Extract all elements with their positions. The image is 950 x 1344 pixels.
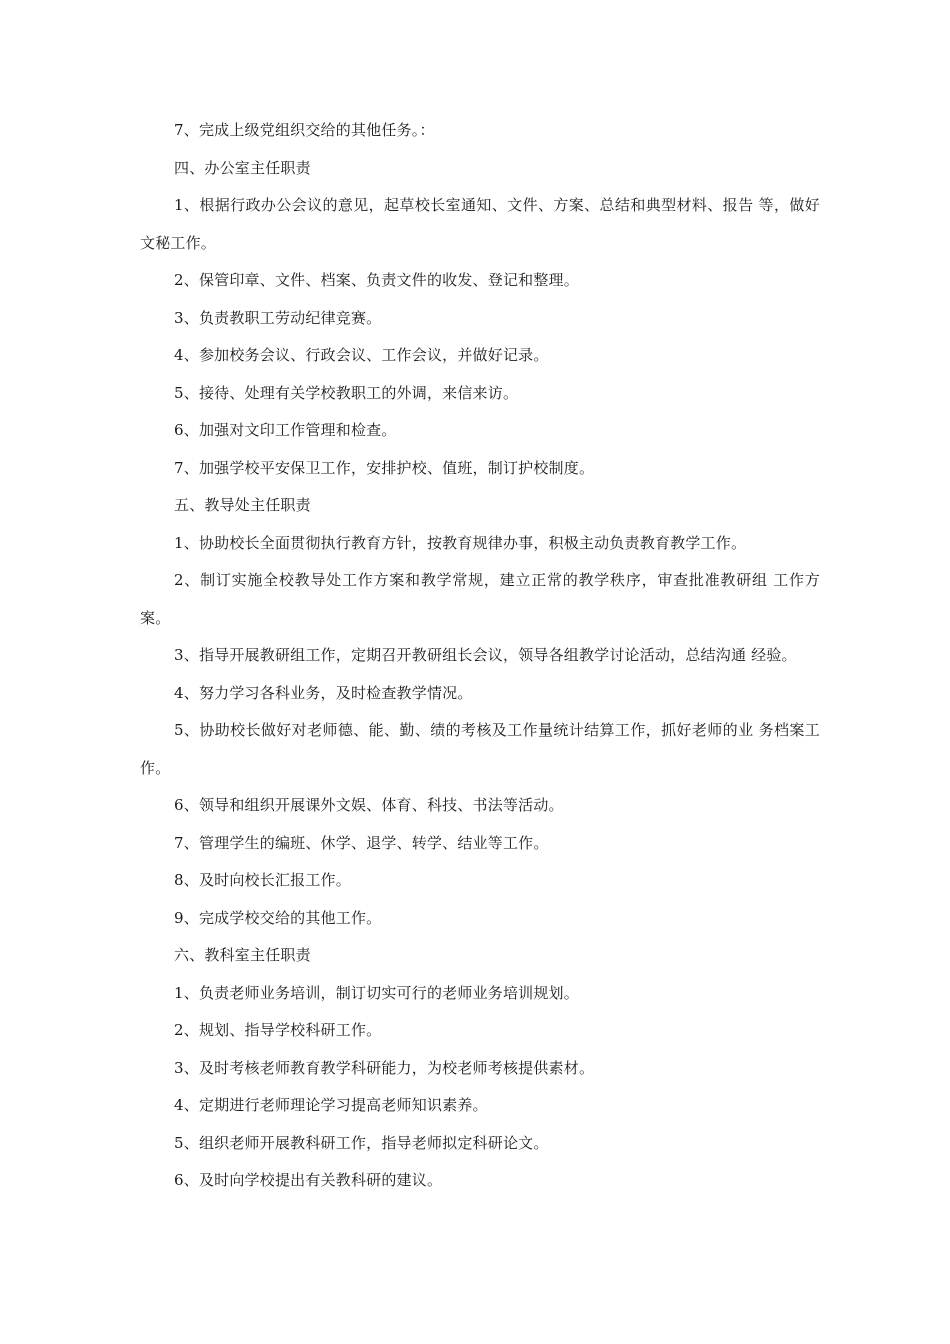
list-item: 1、协助校长全面贯彻执行教育方针，按教育规律办事，积极主动负责教育教学工作。 [174,533,747,552]
list-item: 6、及时向学校提出有关教科研的建议。 [174,1171,443,1189]
list-item: 6、加强对文印工作管理和检查。 [174,421,397,439]
list-item: 5、协助校长做好对老师德、能、勤、绩的考核及工作量统计结算工作，抓好老师的业 务档案工作。 [140,721,820,777]
list-item: 3、指导开展教研组工作，定期召开教研组长会议，领导各组教学讨论活动，总结沟通 经验。 [174,646,797,664]
list-item: 2、制订实施全校教导处工作方案和教学常规，建立正常的教学秩序，审查批准教研组 工作方案。 [140,571,820,627]
document-body [140,112,820,1200]
list-item: 4、定期进行老师理论学习提高老师知识素养。 [174,1096,488,1114]
list-item: 8、及时向校长汇报工作。 [174,871,351,889]
list-item: 1、负责老师业务培训，制订切实可行的老师业务培训规划。 [174,983,579,1002]
list-item: 5、组织老师开展教科研工作，指导老师拟定科研论文。 [174,1133,549,1152]
list-item: 3、负责教职工劳动纪律竞赛。 [174,308,382,327]
list-item: 5、接待、处理有关学校教职工的外调，来信来访。 [174,383,519,402]
list-item: 4、参加校务会议、行政会议、工作会议，并做好记录。 [174,346,549,364]
list-item: 2、保管印章、文件、档案、负责文件的收发、登记和整理。 [174,271,579,289]
list-item: 9、完成学校交给的其他工作。 [174,908,382,927]
list-item: 3、及时考核老师教育教学科研能力，为校老师考核提供素材。 [174,1058,595,1077]
list-item: 7、管理学生的编班、休学、退学、转学、结业等工作。 [174,833,549,852]
list-item: 7、完成上级党组织交给的其他任务。： [174,121,435,139]
list-item: 2、规划、指导学校科研工作。 [174,1021,382,1039]
list-item: 6、领导和组织开展课外文娱、体育、科技、书法等活动。 [174,796,564,814]
section-heading: 五、教导处主任职责 [174,496,311,514]
section-heading: 六、教科室主任职责 [174,946,311,964]
section-heading: 四、办公室主任职责 [174,158,311,177]
list-item: 7、加强学校平安保卫工作，安排护校、值班，制订护校制度。 [174,458,595,477]
list-item: 4、努力学习各科业务，及时检查教学情况。 [174,683,473,702]
list-item: 1、根据行政办公会议的意见，起草校长室通知、文件、方案、总结和典型材料、报告 等，做好文秘工作。 [140,196,820,252]
